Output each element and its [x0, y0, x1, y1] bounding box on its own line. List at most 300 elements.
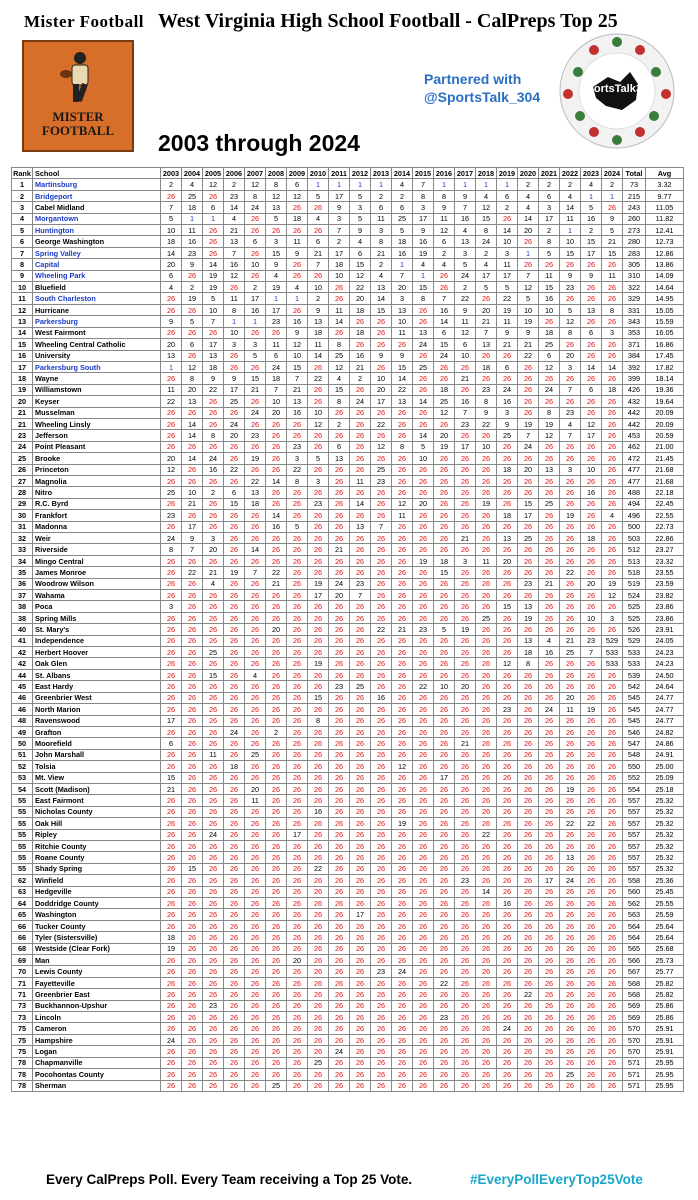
year-rank-cell: 26 — [371, 578, 392, 589]
year-rank-cell: 26 — [518, 692, 539, 703]
year-rank-cell: 26 — [329, 555, 350, 566]
year-rank-cell: 26 — [602, 932, 623, 943]
table-row — [12, 384, 684, 395]
year-rank-cell: 15 — [224, 498, 245, 509]
year-rank-cell: 5 — [434, 624, 455, 635]
year-rank-cell: 4 — [455, 225, 476, 236]
year-rank-cell: 26 — [245, 1023, 266, 1034]
year-rank-cell: 26 — [518, 567, 539, 578]
year-rank-cell: 11 — [560, 213, 581, 224]
year-rank-cell: 26 — [224, 886, 245, 897]
year-rank-cell: 26 — [602, 977, 623, 988]
year-rank-cell: 11 — [203, 749, 224, 760]
year-rank-cell: 26 — [287, 1080, 308, 1091]
year-rank-cell: 26 — [392, 1069, 413, 1080]
year-rank-cell: 26 — [161, 1080, 182, 1091]
year-rank-cell: 26 — [371, 704, 392, 715]
year-rank-cell: 26 — [203, 236, 224, 247]
year-rank-cell: 17 — [182, 521, 203, 532]
year-rank-cell: 26 — [476, 692, 497, 703]
year-rank-cell: 26 — [392, 1057, 413, 1068]
average-cell: 25.36 — [646, 875, 684, 886]
year-rank-cell: 26 — [182, 601, 203, 612]
total-cell: 564 — [623, 932, 646, 943]
year-rank-cell: 26 — [518, 1080, 539, 1091]
year-rank-cell: 26 — [350, 806, 371, 817]
year-rank-cell: 26 — [350, 863, 371, 874]
year-rank-cell: 11 — [182, 225, 203, 236]
school-cell: Magnolia — [33, 475, 161, 486]
year-rank-cell: 7 — [413, 179, 434, 190]
year-rank-cell: 26 — [392, 590, 413, 601]
school-cell: Ritchie County — [33, 840, 161, 851]
year-rank-cell: 26 — [455, 840, 476, 851]
rank-cell: 38 — [12, 601, 33, 612]
year-rank-cell: 26 — [350, 624, 371, 635]
year-rank-cell: 26 — [182, 350, 203, 361]
year-rank-cell: 26 — [497, 966, 518, 977]
school-cell: Grafton — [33, 726, 161, 737]
year-rank-cell: 16 — [371, 692, 392, 703]
year-rank-cell: 26 — [392, 1034, 413, 1045]
year-rank-cell: 8 — [539, 236, 560, 247]
year-rank-cell: 26 — [602, 1012, 623, 1023]
school-cell: East Fairmont — [33, 795, 161, 806]
year-rank-cell: 26 — [182, 647, 203, 658]
year-rank-cell: 26 — [161, 590, 182, 601]
average-cell: 25.95 — [646, 1057, 684, 1068]
year-rank-cell: 26 — [287, 635, 308, 646]
year-rank-cell: 26 — [224, 361, 245, 372]
rank-cell: 11 — [12, 293, 33, 304]
year-rank-cell: 26 — [203, 726, 224, 737]
year-rank-cell: 10 — [203, 304, 224, 315]
year-rank-cell: 26 — [518, 1012, 539, 1023]
year-rank-cell: 26 — [518, 955, 539, 966]
year-rank-cell: 26 — [266, 943, 287, 954]
year-rank-cell: 26 — [602, 624, 623, 635]
year-rank-cell: 26 — [266, 909, 287, 920]
year-rank-cell: 18 — [434, 384, 455, 395]
year-rank-cell: 22 — [560, 567, 581, 578]
year-rank-cell: 26 — [329, 293, 350, 304]
year-rank-cell: 26 — [581, 932, 602, 943]
year-rank-cell: 26 — [371, 977, 392, 988]
year-rank-cell: 26 — [434, 840, 455, 851]
year-rank-cell: 26 — [245, 898, 266, 909]
rank-cell: 53 — [12, 772, 33, 783]
year-rank-cell: 5 — [350, 190, 371, 201]
year-rank-cell: 26 — [350, 1046, 371, 1057]
year-rank-cell: 10 — [560, 236, 581, 247]
year-rank-cell: 26 — [539, 259, 560, 270]
year-rank-cell: 3 — [560, 464, 581, 475]
year-rank-cell: 12 — [476, 202, 497, 213]
year-rank-cell: 26 — [245, 1057, 266, 1068]
year-rank-cell: 3 — [413, 202, 434, 213]
column-header: 2009 — [287, 168, 308, 179]
year-rank-cell: 13 — [392, 396, 413, 407]
year-rank-cell: 26 — [539, 772, 560, 783]
year-rank-cell: 26 — [602, 783, 623, 794]
average-cell: 15.59 — [646, 316, 684, 327]
total-cell: 554 — [623, 783, 646, 794]
total-cell: 566 — [623, 955, 646, 966]
year-rank-cell: 26 — [266, 852, 287, 863]
year-rank-cell: 22 — [581, 818, 602, 829]
rank-cell: 36 — [12, 578, 33, 589]
year-rank-cell: 26 — [203, 590, 224, 601]
year-rank-cell: 25 — [476, 612, 497, 623]
year-rank-cell: 16 — [413, 236, 434, 247]
year-rank-cell: 26 — [161, 681, 182, 692]
year-rank-cell: 26 — [476, 898, 497, 909]
year-rank-cell: 26 — [371, 567, 392, 578]
year-rank-cell: 26 — [497, 715, 518, 726]
year-rank-cell: 26 — [413, 726, 434, 737]
year-rank-cell: 26 — [455, 1000, 476, 1011]
year-rank-cell: 26 — [371, 1057, 392, 1068]
year-rank-cell: 26 — [392, 1012, 413, 1023]
year-rank-cell: 16 — [455, 213, 476, 224]
year-rank-cell: 26 — [287, 1012, 308, 1023]
year-rank-cell: 9 — [581, 270, 602, 281]
year-rank-cell: 26 — [203, 190, 224, 201]
year-rank-cell: 6 — [308, 236, 329, 247]
average-cell: 25.32 — [646, 840, 684, 851]
rank-cell: 38 — [12, 612, 33, 623]
year-rank-cell: 22 — [518, 989, 539, 1000]
year-rank-cell: 26 — [350, 635, 371, 646]
year-rank-cell: 18 — [476, 361, 497, 372]
year-rank-cell: 21 — [245, 384, 266, 395]
year-rank-cell: 26 — [539, 1023, 560, 1034]
year-rank-cell: 26 — [329, 761, 350, 772]
year-rank-cell: 26 — [413, 761, 434, 772]
year-rank-cell: 26 — [602, 875, 623, 886]
year-rank-cell: 26 — [161, 612, 182, 623]
year-rank-cell: 26 — [581, 795, 602, 806]
total-cell: 557 — [623, 829, 646, 840]
year-rank-cell: 6 — [287, 179, 308, 190]
year-rank-cell: 17 — [539, 213, 560, 224]
year-rank-cell: 26 — [581, 749, 602, 760]
table-row — [12, 943, 684, 954]
year-rank-cell: 26 — [329, 475, 350, 486]
total-cell: 569 — [623, 1000, 646, 1011]
year-rank-cell: 20 — [560, 692, 581, 703]
year-rank-cell: 12 — [371, 441, 392, 452]
year-rank-cell: 21 — [266, 578, 287, 589]
table-row — [12, 749, 684, 760]
rank-cell: 64 — [12, 898, 33, 909]
table-row — [12, 418, 684, 429]
year-rank-cell: 15 — [266, 247, 287, 258]
year-rank-cell: 26 — [350, 1023, 371, 1034]
year-rank-cell: 26 — [602, 339, 623, 350]
year-rank-cell: 14 — [203, 259, 224, 270]
year-rank-cell: 16 — [539, 293, 560, 304]
year-rank-cell: 17 — [434, 772, 455, 783]
table-row — [12, 1080, 684, 1091]
year-rank-cell: 14 — [182, 430, 203, 441]
table-row — [12, 1057, 684, 1068]
brand-name: Mister Football — [24, 12, 145, 31]
year-rank-cell: 26 — [581, 658, 602, 669]
year-rank-cell: 26 — [434, 1023, 455, 1034]
year-rank-cell: 26 — [224, 407, 245, 418]
year-rank-cell: 26 — [224, 772, 245, 783]
year-rank-cell: 20 — [266, 407, 287, 418]
year-rank-cell: 26 — [560, 977, 581, 988]
year-rank-cell: 11 — [245, 795, 266, 806]
year-rank-cell: 26 — [161, 1000, 182, 1011]
year-rank-cell: 7 — [350, 590, 371, 601]
year-rank-cell: 26 — [245, 635, 266, 646]
year-rank-cell: 8 — [560, 327, 581, 338]
year-rank-cell: 16 — [287, 316, 308, 327]
year-rank-cell: 12 — [161, 464, 182, 475]
year-rank-cell: 12 — [560, 316, 581, 327]
year-rank-cell: 26 — [518, 920, 539, 931]
year-rank-cell: 12 — [602, 590, 623, 601]
year-rank-cell: 26 — [518, 886, 539, 897]
year-rank-cell: 13 — [371, 282, 392, 293]
year-rank-cell: 26 — [182, 726, 203, 737]
year-rank-cell: 26 — [245, 772, 266, 783]
average-cell: 9.77 — [646, 190, 684, 201]
average-cell: 23.27 — [646, 544, 684, 555]
year-rank-cell: 26 — [581, 475, 602, 486]
school-cell: Musselman — [33, 407, 161, 418]
year-rank-cell: 26 — [350, 647, 371, 658]
year-rank-cell: 26 — [434, 692, 455, 703]
year-rank-cell: 26 — [413, 533, 434, 544]
year-rank-cell: 26 — [182, 829, 203, 840]
year-rank-cell: 25 — [182, 190, 203, 201]
year-rank-cell: 1 — [161, 361, 182, 372]
year-rank-cell: 26 — [266, 430, 287, 441]
year-rank-cell: 26 — [392, 681, 413, 692]
year-rank-cell: 26 — [518, 863, 539, 874]
year-rank-cell: 26 — [371, 601, 392, 612]
year-rank-cell: 6 — [224, 487, 245, 498]
year-rank-cell: 13 — [224, 236, 245, 247]
year-rank-cell: 25 — [161, 487, 182, 498]
year-rank-cell: 26 — [182, 749, 203, 760]
average-cell: 25.00 — [646, 761, 684, 772]
year-rank-cell: 26 — [476, 510, 497, 521]
year-rank-cell: 26 — [455, 749, 476, 760]
year-rank-cell: 26 — [161, 430, 182, 441]
year-rank-cell: 26 — [581, 738, 602, 749]
year-rank-cell: 26 — [266, 875, 287, 886]
year-rank-cell: 23 — [266, 316, 287, 327]
rank-cell: 78 — [12, 1069, 33, 1080]
year-rank-cell: 21 — [224, 225, 245, 236]
year-rank-cell: 26 — [182, 692, 203, 703]
year-rank-cell: 26 — [476, 818, 497, 829]
year-rank-cell: 26 — [224, 1057, 245, 1068]
year-rank-cell: 10 — [287, 350, 308, 361]
year-rank-cell: 26 — [266, 669, 287, 680]
table-row — [12, 373, 684, 384]
school-cell: Parkersburg South — [33, 361, 161, 372]
year-rank-cell: 4 — [434, 259, 455, 270]
year-rank-cell: 26 — [560, 726, 581, 737]
school-cell: Woodrow Wilson — [33, 578, 161, 589]
football-player-icon — [54, 50, 104, 110]
year-rank-cell: 26 — [476, 624, 497, 635]
year-rank-cell: 26 — [518, 772, 539, 783]
school-cell: Wheeling Linsly — [33, 418, 161, 429]
year-rank-cell: 26 — [455, 658, 476, 669]
total-cell: 503 — [623, 533, 646, 544]
rank-cell: 6 — [12, 236, 33, 247]
total-cell: 384 — [623, 350, 646, 361]
year-rank-cell: 26 — [539, 806, 560, 817]
year-rank-cell: 26 — [413, 669, 434, 680]
table-row — [12, 213, 684, 224]
year-rank-cell: 26 — [350, 761, 371, 772]
year-rank-cell: 6 — [497, 190, 518, 201]
year-rank-cell: 16 — [350, 350, 371, 361]
year-rank-cell: 26 — [602, 1080, 623, 1091]
year-rank-cell: 26 — [539, 453, 560, 464]
year-rank-cell: 19 — [308, 578, 329, 589]
year-rank-cell: 21 — [476, 316, 497, 327]
year-rank-cell: 11 — [602, 270, 623, 281]
year-rank-cell: 25 — [497, 430, 518, 441]
year-rank-cell: 26 — [581, 943, 602, 954]
year-rank-cell: 7 — [161, 202, 182, 213]
year-rank-cell: 26 — [518, 932, 539, 943]
year-rank-cell: 12 — [350, 270, 371, 281]
average-cell: 22.18 — [646, 487, 684, 498]
year-rank-cell: 26 — [161, 418, 182, 429]
year-rank-cell: 11 — [497, 259, 518, 270]
year-rank-cell: 26 — [602, 806, 623, 817]
year-rank-cell: 26 — [560, 624, 581, 635]
year-rank-cell: 11 — [539, 270, 560, 281]
year-rank-cell: 26 — [266, 544, 287, 555]
year-rank-cell: 26 — [434, 487, 455, 498]
year-rank-cell: 26 — [329, 487, 350, 498]
rank-cell: 13 — [12, 316, 33, 327]
year-rank-cell: 24 — [161, 1034, 182, 1045]
year-rank-cell: 26 — [455, 1023, 476, 1034]
total-cell: 283 — [623, 247, 646, 258]
year-rank-cell: 26 — [350, 726, 371, 737]
table-row — [12, 1069, 684, 1080]
year-rank-cell: 17 — [287, 829, 308, 840]
year-rank-cell: 26 — [161, 555, 182, 566]
school-cell: East Hardy — [33, 681, 161, 692]
year-rank-cell: 26 — [539, 1069, 560, 1080]
year-rank-cell: 13 — [182, 396, 203, 407]
year-rank-cell: 21 — [497, 339, 518, 350]
year-rank-cell: 20 — [581, 578, 602, 589]
year-rank-cell: 19 — [308, 658, 329, 669]
partner-line1: Partnered with — [424, 71, 522, 87]
year-rank-cell: 26 — [455, 795, 476, 806]
rank-cell: 42 — [12, 647, 33, 658]
year-rank-cell: 26 — [602, 1000, 623, 1011]
year-rank-cell: 26 — [497, 1080, 518, 1091]
year-rank-cell: 26 — [560, 1034, 581, 1045]
year-rank-cell: 20 — [350, 293, 371, 304]
school-cell: Spring Valley — [33, 247, 161, 258]
year-rank-cell: 26 — [497, 521, 518, 532]
year-rank-cell: 26 — [308, 772, 329, 783]
year-rank-cell: 3 — [245, 339, 266, 350]
total-cell: 343 — [623, 316, 646, 327]
year-rank-cell: 26 — [539, 852, 560, 863]
school-cell: North Marion — [33, 704, 161, 715]
year-rank-cell: 26 — [224, 932, 245, 943]
year-rank-cell: 4 — [602, 510, 623, 521]
year-rank-cell: 3 — [455, 555, 476, 566]
year-rank-cell: 13 — [245, 487, 266, 498]
year-rank-cell: 16 — [224, 259, 245, 270]
year-rank-cell: 26 — [245, 920, 266, 931]
year-rank-cell: 26 — [308, 612, 329, 623]
table-row — [12, 1000, 684, 1011]
school-cell: Bluefield — [33, 282, 161, 293]
year-rank-cell: 26 — [455, 578, 476, 589]
year-rank-cell: 26 — [392, 909, 413, 920]
year-rank-cell: 26 — [455, 932, 476, 943]
year-rank-cell: 26 — [266, 818, 287, 829]
year-rank-cell: 26 — [455, 475, 476, 486]
year-rank-cell: 26 — [581, 1069, 602, 1080]
year-rank-cell: 26 — [203, 681, 224, 692]
column-header: 2019 — [497, 168, 518, 179]
year-rank-cell: 9 — [371, 350, 392, 361]
year-rank-cell: 26 — [161, 898, 182, 909]
year-rank-cell: 26 — [602, 772, 623, 783]
year-rank-cell: 26 — [245, 806, 266, 817]
table-row — [12, 909, 684, 920]
year-rank-cell: 2 — [224, 179, 245, 190]
year-rank-cell: 26 — [308, 1012, 329, 1023]
year-rank-cell: 26 — [371, 487, 392, 498]
year-rank-cell: 26 — [560, 863, 581, 874]
column-header: 2014 — [392, 168, 413, 179]
year-rank-cell: 26 — [602, 738, 623, 749]
year-rank-cell: 26 — [497, 350, 518, 361]
year-rank-cell: 26 — [245, 966, 266, 977]
year-rank-cell: 26 — [455, 829, 476, 840]
year-rank-cell: 26 — [329, 647, 350, 658]
year-rank-cell: 26 — [308, 795, 329, 806]
year-rank-cell: 26 — [371, 339, 392, 350]
year-rank-cell: 19 — [245, 453, 266, 464]
year-rank-cell: 26 — [224, 658, 245, 669]
year-rank-cell: 26 — [350, 1000, 371, 1011]
year-rank-cell: 26 — [602, 396, 623, 407]
year-rank-cell: 6 — [455, 339, 476, 350]
year-rank-cell: 26 — [497, 783, 518, 794]
year-rank-cell: 26 — [581, 1034, 602, 1045]
year-rank-cell: 1 — [497, 179, 518, 190]
year-rank-cell: 9 — [413, 225, 434, 236]
year-rank-cell: 26 — [308, 681, 329, 692]
year-rank-cell: 26 — [287, 704, 308, 715]
year-rank-cell: 26 — [455, 909, 476, 920]
year-rank-cell: 26 — [350, 453, 371, 464]
year-rank-cell: 9 — [182, 259, 203, 270]
